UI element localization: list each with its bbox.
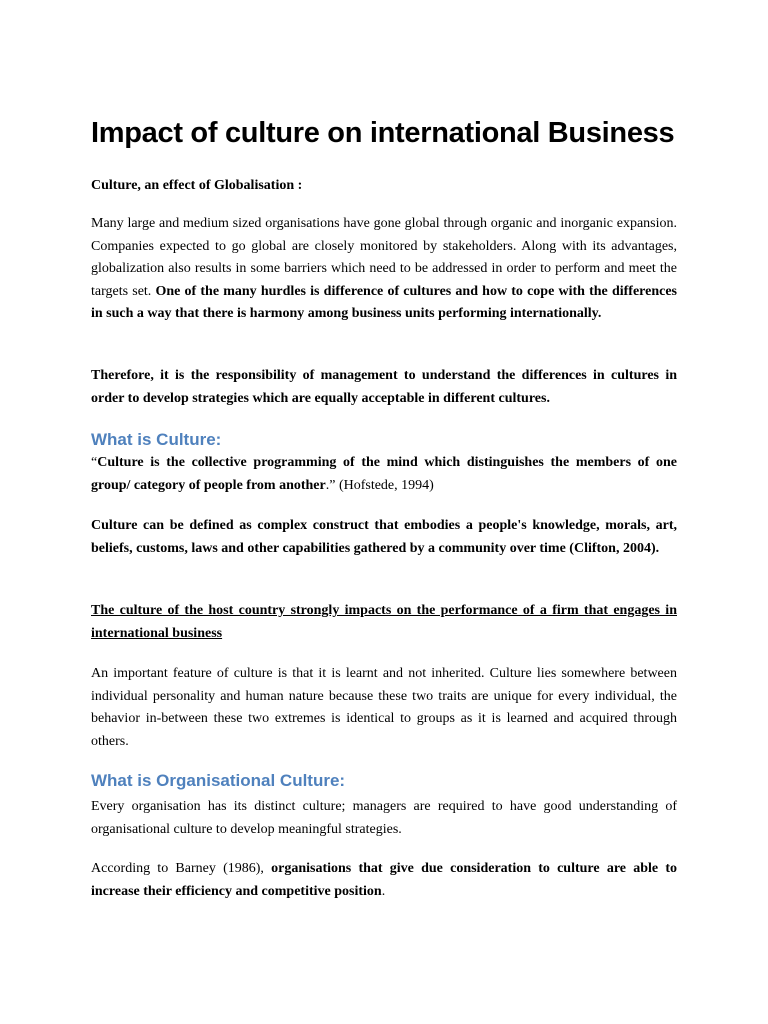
subheading: Culture, an effect of Globalisation :: [91, 178, 303, 193]
section-heading-culture: What is Culture:: [91, 430, 222, 449]
paragraph-intro: [91, 213, 677, 326]
barney-end: .: [381, 883, 386, 899]
paragraph-host-country: The culture of the host country strongly impacts on the performance of a firm that engages in international business: [91, 603, 677, 641]
paragraph-intro-text: Many large and medium sized organisations have gone global through organic and inorganic expansion. Companies expected to go global are closely monitored by stakeholders. Along with its advantages, globalization also results in some barriers which need to be addressed in order to perform and meet the targets set.: [91, 216, 677, 299]
quote-citation: .” (Hofstede, 1994): [325, 477, 434, 493]
paragraph-intro-bold: One of the many hurdles is difference of cultures and how to cope with the differences in such a way that there is harmony among business units performing internationally.: [91, 283, 678, 321]
paragraph-organisation: Every organisation has its distinct culture; managers are required to have good understanding of organisational culture to develop meaningful strategies.: [91, 799, 677, 837]
barney-bold: organisations that give due consideration to culture are able to increase their efficiency and competitive position: [91, 861, 677, 899]
document-title: Impact of culture on international Business: [91, 117, 675, 149]
quote-open: “: [91, 455, 98, 470]
section-heading-organisational-culture: What is Organisational Culture:: [91, 771, 346, 790]
paragraph-responsibility: Therefore, it is the responsibility of management to understand the differences in cultures in order to develop strategies which are equally acceptable in different cultures.: [91, 368, 677, 406]
culture-quote: [91, 452, 677, 497]
barney-text: According to Barney (1986),: [91, 861, 272, 876]
paragraph-definition: Culture can be defined as complex construct that embodies a people's knowledge, morals, art, beliefs, customs, laws and other capabilities gathered by a community over time (Clifton, 2004).: [91, 518, 677, 556]
paragraph-barney: [91, 858, 677, 903]
quote-bold: Culture is the collective programming of the mind which distinguishes the members of one group/ category of people from another: [91, 455, 677, 493]
paragraph-learnt: An important feature of culture is that it is learnt and not inherited. Culture lies somewhere between individual personality and human nature because these two traits are unique for every individual, the behavior in-between these two extremes is identical to groups as it is learned and acquired through others.: [91, 666, 677, 749]
